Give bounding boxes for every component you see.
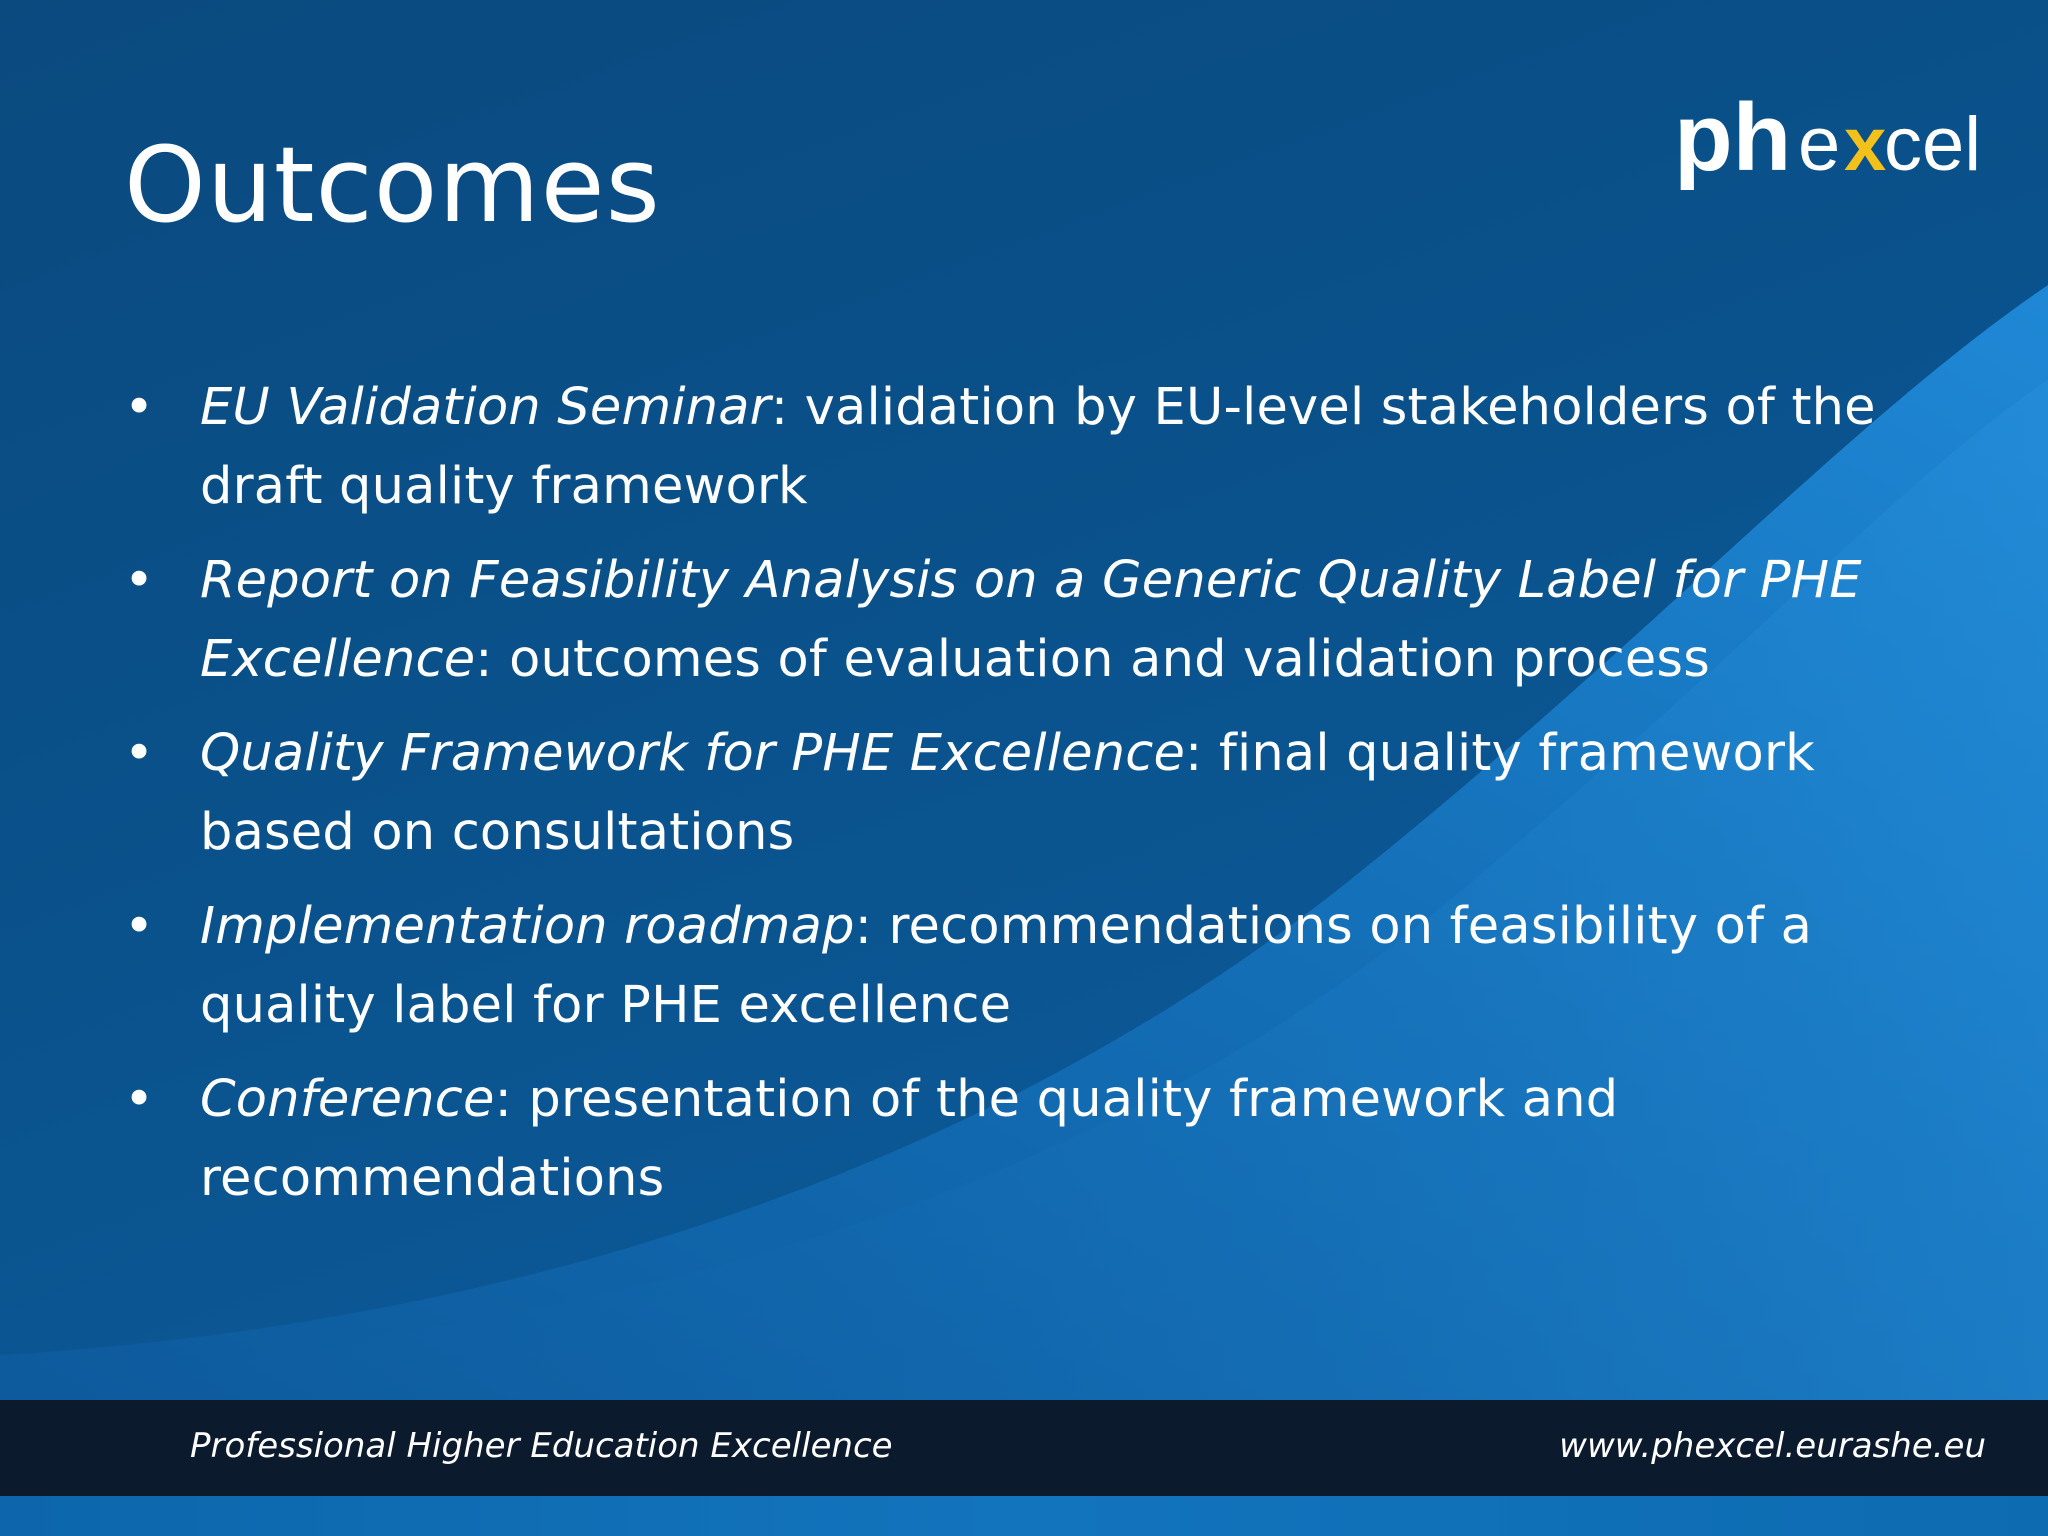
footer-bar	[0, 1400, 2048, 1496]
bullet-description: outcomes of evaluation and validation process	[492, 630, 1710, 689]
svg-text:ph: ph	[1674, 92, 1792, 191]
bullet-icon: •	[124, 1070, 155, 1129]
bullet-term: Quality Framework for PHE Excellence	[200, 724, 1186, 783]
list-item	[124, 887, 1964, 1045]
bullet-icon: •	[124, 378, 155, 437]
svg-text:e: e	[1798, 102, 1841, 187]
bullet-icon: •	[124, 724, 155, 783]
list-item	[124, 714, 1964, 872]
footer-url: www.phexcel.eurashe.eu	[1559, 1426, 1986, 1466]
bullet-separator: :	[494, 1070, 512, 1129]
bullet-description: final quality framework based on consultations	[200, 724, 1815, 862]
bullet-separator: :	[854, 897, 873, 956]
bullet-description: recommendations on feasibility of a quality label for PHE excellence	[200, 897, 1813, 1035]
bullet-term: Report on Feasibility Analysis on a Generic Quality Label for PHE Excellence	[200, 551, 1862, 689]
bullet-description: presentation of the quality framework and recommendations	[200, 1070, 1619, 1208]
bullet-icon: •	[124, 897, 155, 956]
svg-text:cel: cel	[1884, 102, 1982, 187]
bullet-separator: :	[1185, 724, 1203, 783]
logo-graphic	[1674, 92, 2004, 212]
list-item	[124, 368, 1964, 526]
slide-title: Outcomes	[124, 124, 661, 246]
bullet-icon: •	[124, 551, 155, 610]
bottom-strip	[0, 1496, 2048, 1536]
list-item	[124, 541, 1964, 699]
bullet-separator: :	[475, 630, 493, 689]
bullet-description: validation by EU-level stakeholders of the draft quality framework	[200, 378, 1876, 516]
phexcel-logo	[1674, 92, 2004, 212]
bullet-term: EU Validation Seminar	[200, 378, 771, 437]
footer-tagline: Professional Higher Education Excellence	[190, 1426, 893, 1466]
svg-text:x: x	[1844, 102, 1887, 187]
bullet-term: Conference	[200, 1070, 495, 1129]
bullet-separator: :	[770, 378, 789, 437]
list-item	[124, 1060, 1964, 1218]
bullet-term: Implementation roadmap	[200, 897, 855, 956]
outcomes-list	[124, 368, 1964, 1233]
